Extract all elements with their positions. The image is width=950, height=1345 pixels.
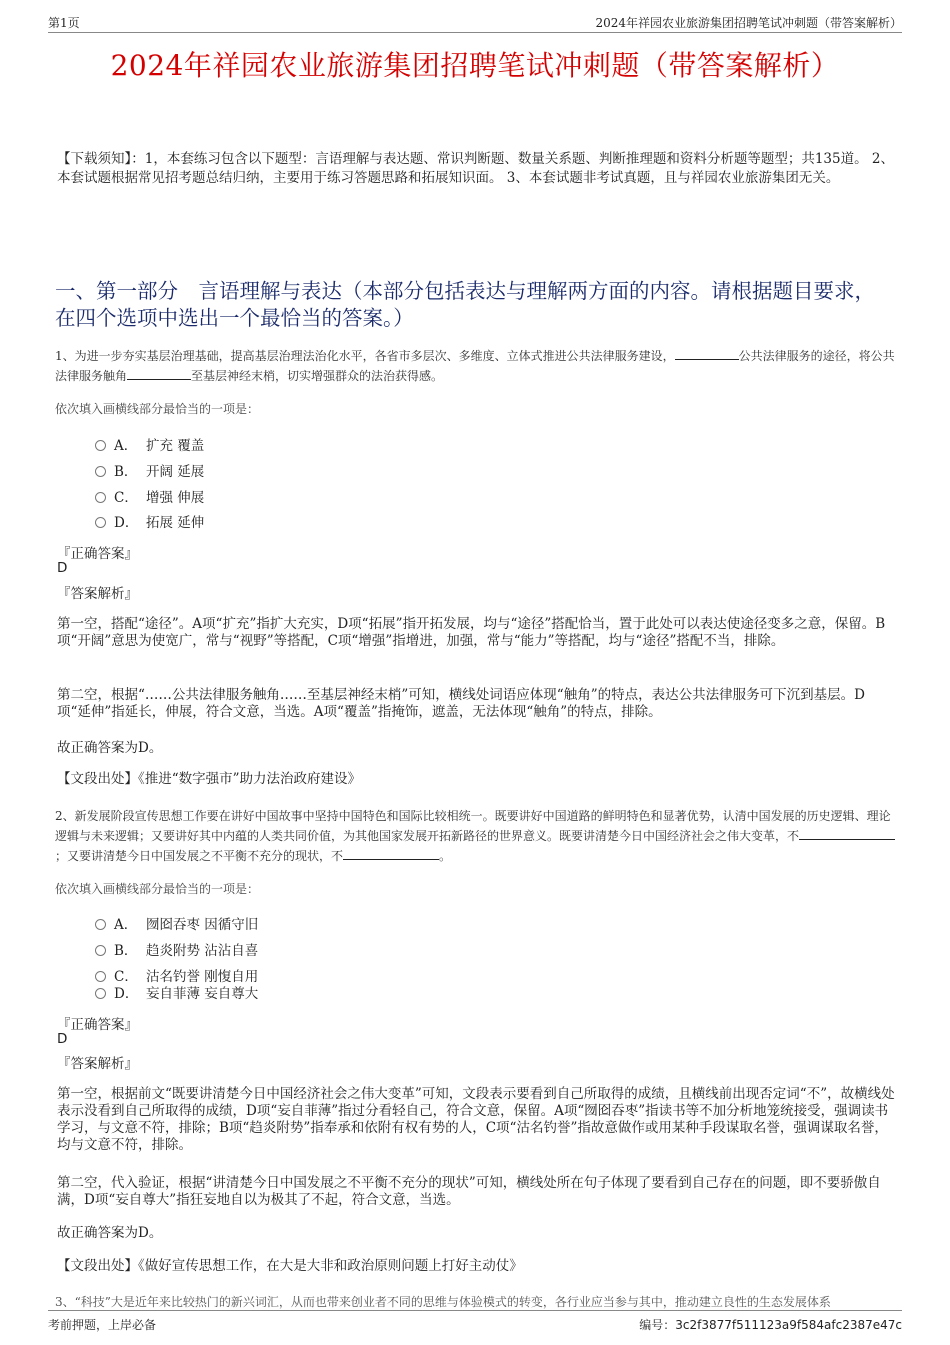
blank-1 <box>799 827 895 840</box>
analysis-paragraph: 第一空，根据前文“既要讲清楚今日中国经济社会之伟大变革”可知，文段表示要看到自己所取得的成绩，且横线前出现否定词“不”，故横线处表示没看到自己所取得的成绩，D项“妄自菲薄”指过分看轻自己，符合文意，保留。A项“囫囵吞枣”指读书等不加分析地笼统接受，强调读书学习，与文意不符，排除；B项“趋炎附势”指奉承和依附有权有势的人，C项“沽名钓誉”指故意做作或用某种手段谋取名誉，强调谋取名誉，均与文意不符，排除。 <box>57 1086 895 1153</box>
radio-icon[interactable] <box>95 466 106 477</box>
footer-code: 编号：3c2f3877f511123a9f584afc2387e47c <box>639 1318 902 1332</box>
analysis-paragraph: 第二空，代入验证，根据“讲清楚今日中国发展之不平衡不充分的现状”可知，横线处所在句子体现了要看到自己存在的问题，即不要骄傲自满，D项“妄自尊大”指狂妄地自以为极其了不起，符合文意，当选。 <box>57 1175 881 1208</box>
radio-icon[interactable] <box>95 988 106 999</box>
header-doc-title: 2024年祥园农业旅游集团招聘笔试冲刺题（带答案解析） <box>595 16 902 30</box>
answer-value: D <box>57 560 68 576</box>
blank-1 <box>675 347 739 360</box>
page-title: 2024年祥园农业旅游集团招聘笔试冲刺题（带答案解析） <box>110 49 840 82</box>
question-3-stem-partial: 3、“科技”大是近年来比较热门的新兴词汇，从而也带来创业者不同的思维与体验模式的转变，各行业应当参与其中，推动建立良性的生态发展体系 <box>55 1295 831 1309</box>
q1-option-b[interactable]: B． 开阔 延展 <box>95 463 204 481</box>
radio-icon[interactable] <box>95 492 106 503</box>
page-number: 第1页 <box>48 16 80 30</box>
radio-icon[interactable] <box>95 517 106 528</box>
radio-icon[interactable] <box>95 440 106 451</box>
blank-2 <box>343 847 439 860</box>
analysis-label: 『答案解析』 <box>57 1056 138 1072</box>
q2-option-b[interactable]: B． 趋炎附势 沾沾自喜 <box>95 942 258 960</box>
q1-option-d[interactable]: D． 拓展 延伸 <box>95 514 204 532</box>
question-2-stem: 2、新发展阶段宣传思想工作要在讲好中国故事中坚持中国特色和国际比较相统一。既要讲好中国道路的鲜明特色和显著优势，认清中国发展的历史逻辑、理论逻辑与未来逻辑；又要讲好其中内蕴的人类共同价值，为其他国家发展开拓新路径的世界意义。既要讲清楚今日中国经济社会之伟大变革，不；又要讲清楚今日中国发展之不平衡不充分的现状，不 。 <box>55 806 895 866</box>
analysis-label: 『答案解析』 <box>57 586 138 602</box>
source-citation: 【文段出处】《做好宣传思想工作，在大是大非和政治原则问题上打好主动仗》 <box>57 1258 523 1274</box>
radio-icon[interactable] <box>95 945 106 956</box>
answer-label: 『正确答案』 <box>57 546 138 562</box>
analysis-paragraph: 第二空，根据“……公共法律服务触角……至基层神经末梢”可知，横线处词语应体现“触角”的特点，表达公共法律服务可下沉到基层。D项“延伸”指延长，伸展，符合文意，当选。A项“覆盖”指掩饰，遮盖，无法体现“触角”的特点，排除。 <box>57 687 865 720</box>
analysis-paragraph: 第一空，搭配“途径”。A项“扩充”指扩大充实，D项“拓展”指开拓发展，均与“途径”搭配恰当，置于此处可以表达使途径变多之意，保留。B项“开阔”意思为使宽广，常与“视野”等搭配，C项“增强”指增进，加强，常与“能力”等搭配，均与“途径”搭配不当，排除。 <box>57 616 886 649</box>
radio-icon[interactable] <box>95 919 106 930</box>
conclusion: 故正确答案为D。 <box>57 1225 163 1241</box>
download-notice: 【下载须知】：1，本套练习包含以下题型：言语理解与表达题、常识判断题、数量关系题、判断推理题和资料分析题等题型；共135道。 2、本套试题根据常见招考题总结归纳，主要用于练习答题思路和拓展知识面。 3、本套试题非考试真题，且与祥园农业旅游集团无关。 <box>57 151 894 186</box>
answer-value: D <box>57 1031 68 1047</box>
radio-icon[interactable] <box>95 971 106 982</box>
question-2-prompt: 依次填入画横线部分最恰当的一项是： <box>55 882 260 896</box>
blank-2 <box>127 367 191 380</box>
source-citation: 【文段出处】《推进“数字强市”助力法治政府建设》 <box>57 771 362 787</box>
q1-option-a[interactable]: A． 扩充 覆盖 <box>95 437 204 455</box>
footer-slogan: 考前押题，上岸必备 <box>48 1318 157 1332</box>
question-1-stem: 1、为进一步夯实基层治理基础，提高基层治理法治化水平，各省市多层次、多维度、立体式推进公共法律服务建设， 公共法律服务的途径，将公共法律服务触角 至基层神经末梢，切实增强群众的法治获得感。 <box>55 349 895 383</box>
q2-option-c[interactable]: C． 沽名钓誉 刚愎自用 <box>95 968 258 986</box>
q2-option-a[interactable]: A． 囫囵吞枣 因循守旧 <box>95 916 258 934</box>
section-heading: 一、第一部分 言语理解与表达（本部分包括表达与理解两方面的内容。请根据题目要求，在四个选项中选出一个最恰当的答案。） <box>55 279 875 330</box>
q1-option-c[interactable]: C． 增强 伸展 <box>95 489 204 507</box>
answer-label: 『正确答案』 <box>57 1017 138 1033</box>
conclusion: 故正确答案为D。 <box>57 740 163 756</box>
page-footer <box>48 1310 902 1332</box>
question-1-prompt: 依次填入画横线部分最恰当的一项是： <box>55 402 260 416</box>
q2-option-d[interactable]: D． 妄自菲薄 妄自尊大 <box>95 985 258 1003</box>
page-header <box>48 10 902 33</box>
